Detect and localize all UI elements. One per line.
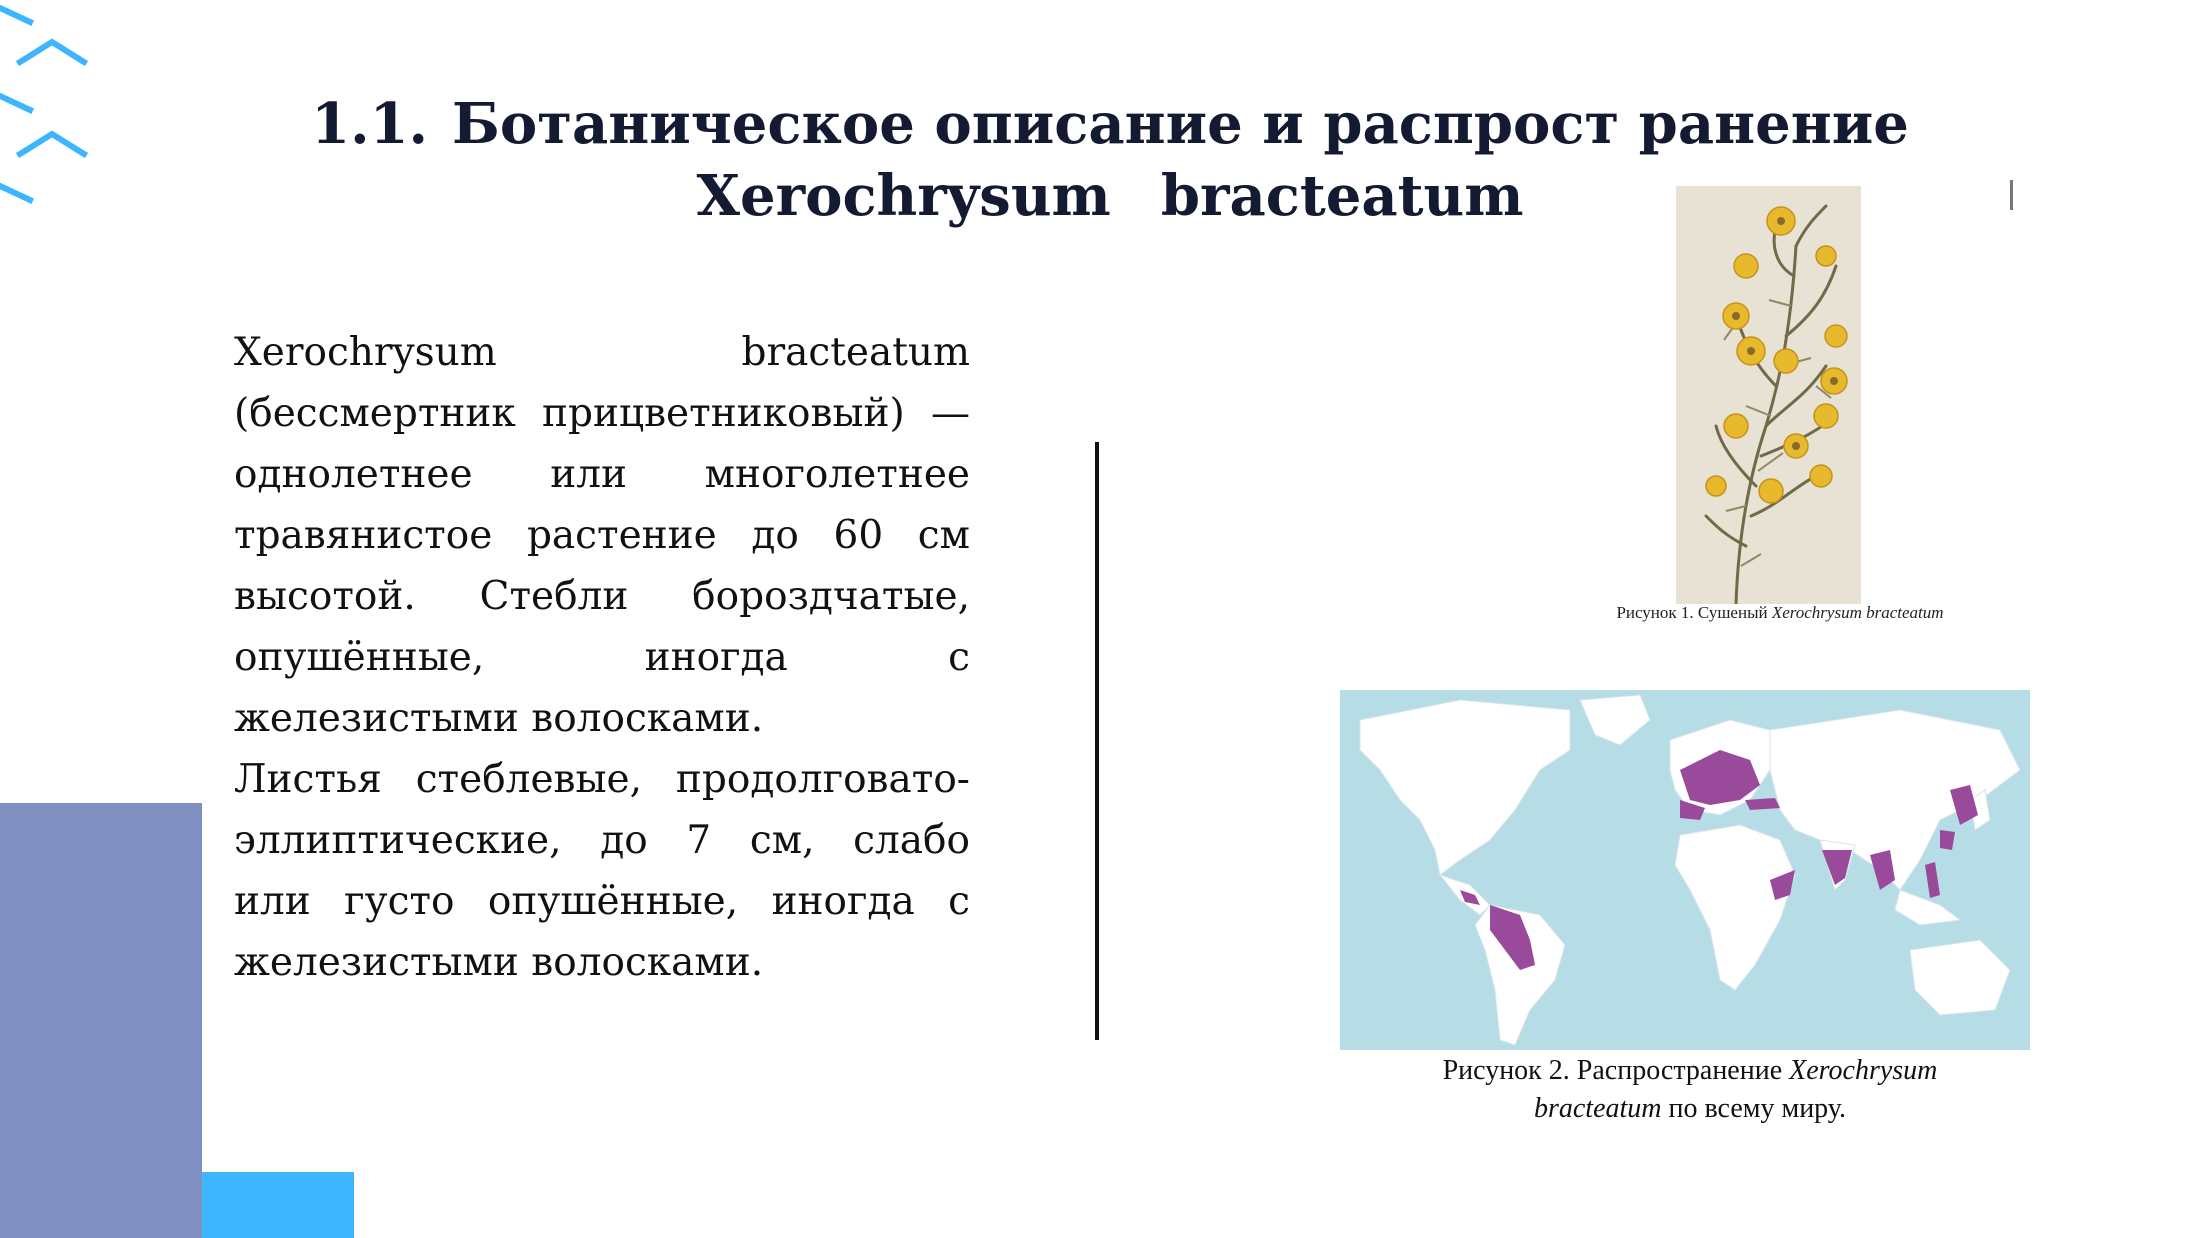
description-line: Листья стеблевые, продолговато- (234, 757, 970, 802)
caption-species-genus: Xerochrysum (1789, 1055, 1938, 1086)
description-line: опушённые, иногда с (234, 635, 970, 680)
description-line: однолетнее или многолетнее (234, 452, 970, 497)
description-line: (бессмертник прицветниковый) — (234, 391, 970, 436)
title-line-1 (200, 88, 2020, 160)
decorative-purple-block (0, 803, 202, 1238)
title-species-epithet: bracteatum (1160, 163, 1524, 229)
figure-2-caption: Рисунок 2. Распространение Xerochrysum bracteatum по всему миру. (1442, 1055, 1938, 1124)
description-line: Xerochrysum bracteatum (234, 330, 970, 375)
caption-species: Xerochrysum bracteatum (1771, 603, 1944, 622)
description-line: травянистое растение до 60 см (234, 513, 970, 558)
caption-species-epithet: bracteatum (1533, 1093, 1662, 1124)
world-map-illustration (1340, 690, 2030, 1050)
description-line: эллиптические, до 7 см, слабо (234, 818, 970, 863)
description-line: высотой. Стебли бороздчатые, (234, 574, 970, 619)
title-text: Ботаническое описание и распрост ранение (452, 91, 1909, 157)
description-line: или густо опушённые, иногда с (234, 879, 970, 924)
dried-plant-illustration (1676, 186, 1861, 604)
text-cursor-mark (2010, 180, 2013, 210)
dried-plant-photo (1676, 186, 1861, 604)
description-line: железистыми волосками. (234, 940, 764, 985)
title-species-genus: Xerochrysum (696, 163, 1111, 229)
distribution-map (1340, 690, 2030, 1050)
section-number: 1.1. (311, 91, 429, 157)
decorative-blue-block (202, 1172, 354, 1238)
chevron-decoration-icon (0, 0, 100, 220)
description-text (234, 322, 970, 993)
figure-1-caption: Рисунок 1. Сушеный Xerochrysum bracteatum (1616, 603, 1944, 622)
vertical-divider (1095, 442, 1099, 1040)
description-line: железистыми волосками. (234, 696, 764, 741)
